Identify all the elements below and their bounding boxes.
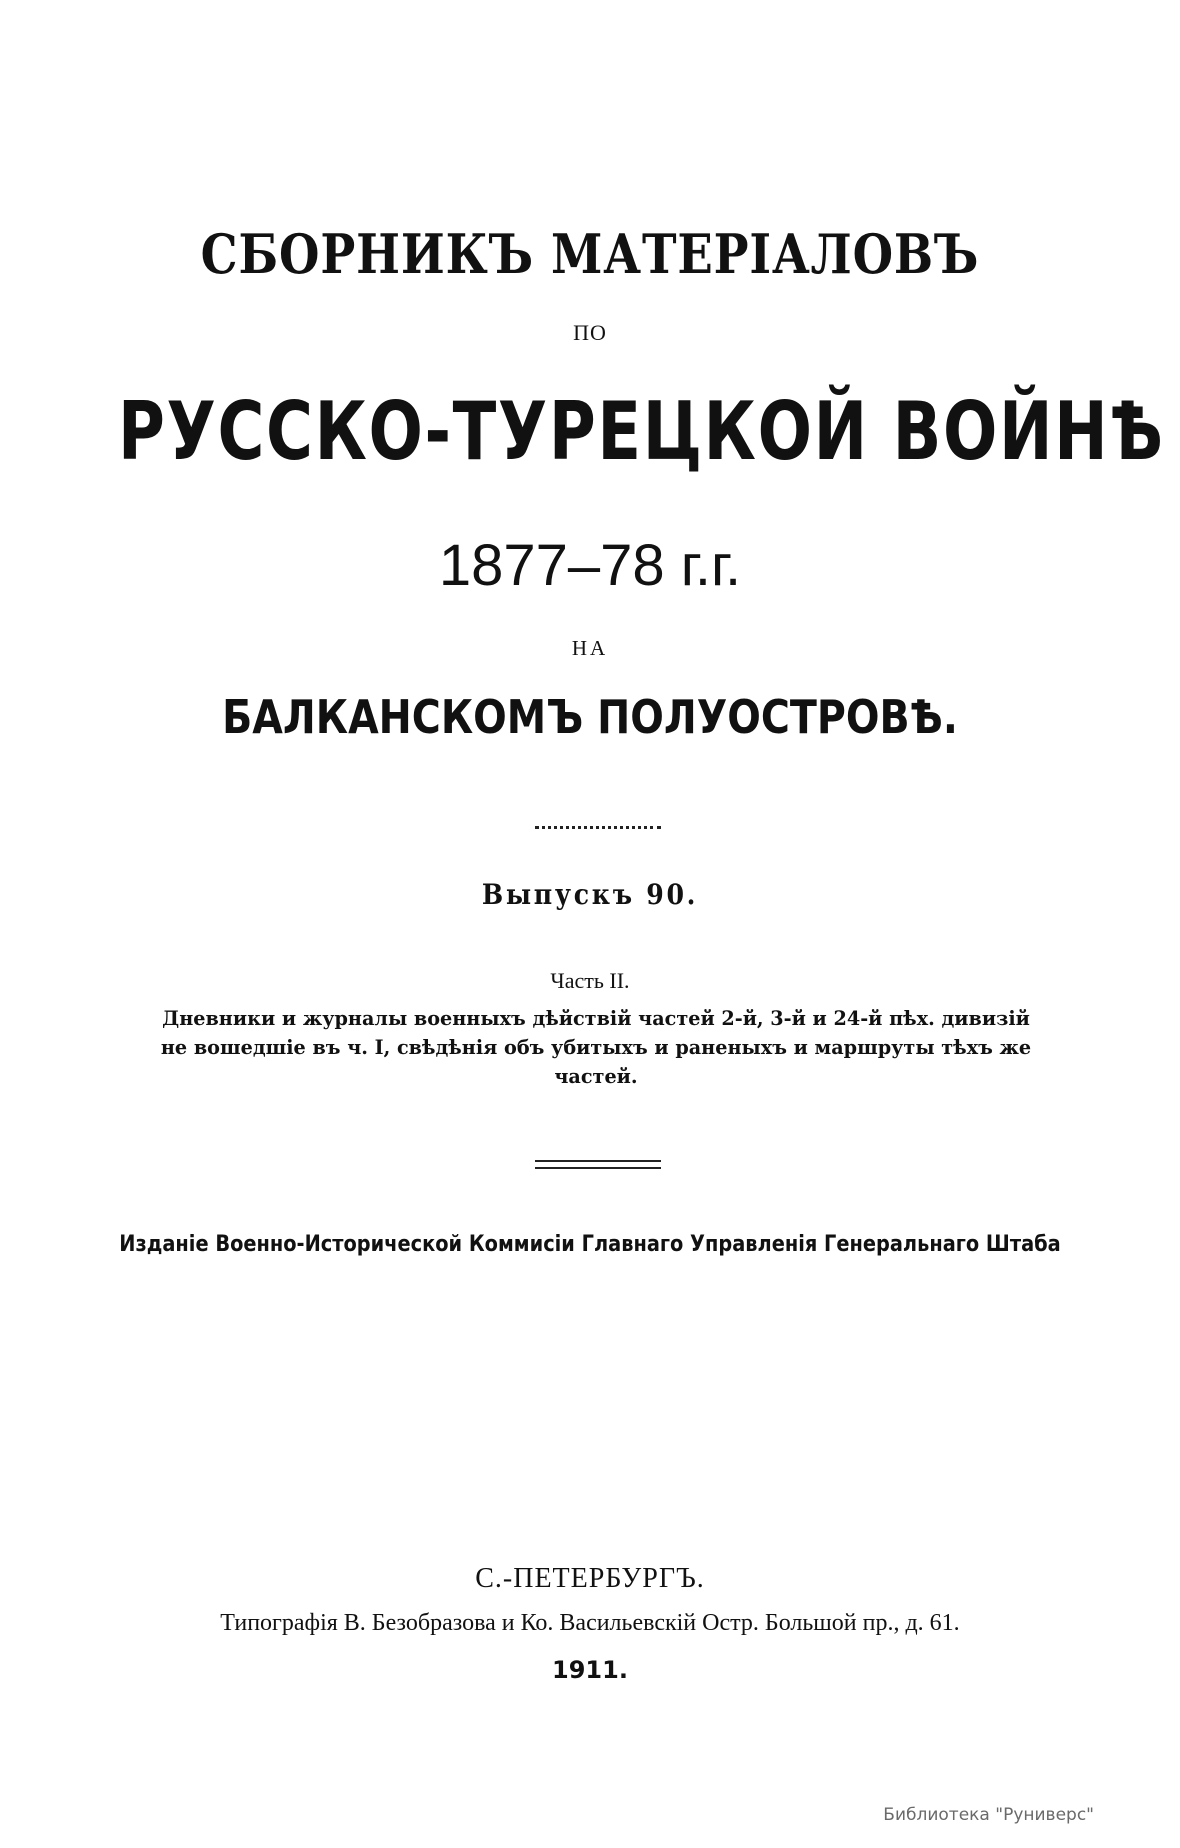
title-line-po: ПО	[573, 320, 607, 345]
imprint-printer: Типографія В. Безобразова и Ко. Васильевскій Остр. Большой пр., д. 61.	[220, 1610, 960, 1636]
title-line-collection: СБОРНИКЪ МАТЕРІАЛОВЪ	[200, 222, 980, 286]
volume-description: Дневники и журналы военныхъ дѣйствій частей 2-й, 3-й и 24-й пѣх. дивизій не вошедшіе въ ч. I, свѣдѣнія объ убитыхъ и раненыхъ и маршруты тѣхъ же частей.	[160, 1006, 1032, 1088]
dotted-divider	[535, 826, 661, 829]
title-line-war: РУССКО-ТУРЕЦКОЙ ВОЙНѢ	[118, 385, 1165, 478]
title-line-balkan: БАЛКАНСКОМЪ ПОЛУОСТРОВѢ.	[222, 690, 958, 744]
title-line-years: 1877–78 г.г.	[438, 533, 742, 598]
library-watermark: Библиотека "Руниверс"	[883, 1805, 1094, 1825]
double-divider	[535, 1160, 661, 1169]
part-number: Часть II.	[550, 968, 630, 993]
issue-number: Выпускъ 90.	[481, 878, 699, 911]
imprint-city: С.-ПЕТЕРБУРГЪ.	[475, 1563, 705, 1594]
imprint-year: 1911.	[552, 1656, 628, 1684]
publisher-line: Изданіе Военно-Исторической Коммисіи Главнаго Управленія Генеральнаго Штаба	[119, 1232, 1061, 1257]
title-line-na: НА	[571, 636, 609, 660]
